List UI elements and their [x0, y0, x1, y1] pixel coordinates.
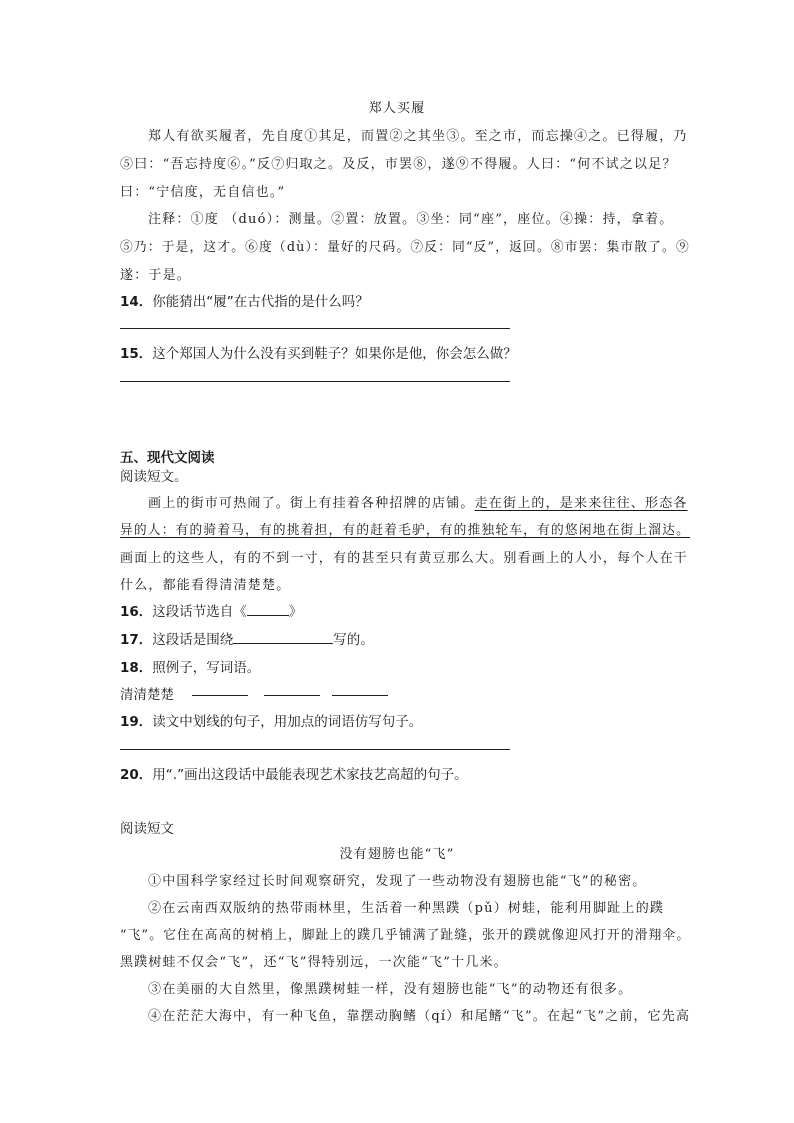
question-text: 你能猜出“履”在古代指的是什么吗？	[152, 294, 369, 310]
question-text: 照例子，写词语。	[152, 660, 261, 676]
question-text: 读文中划线的句子，用加点的词语仿写句子。	[152, 714, 423, 730]
question-14	[120, 290, 369, 310]
question-number: 18．	[120, 660, 153, 676]
notes-line: ⑤乃：于是，这才。⑥度（dù）：量好的尺码。⑦反：同“反”，返回。⑧市罢：集市散了。⑨	[120, 240, 690, 255]
question-17	[120, 628, 374, 648]
question-number: 17．	[120, 632, 153, 648]
question-number: 15．	[120, 346, 153, 362]
passage-line: ④在茫茫大海中，有一种飞鱼，靠摆动胸鳍（qí）和尾鳍“飞”。在起“飞”之前，它先高	[148, 1009, 691, 1024]
question-text: 》	[288, 604, 303, 620]
passage-line: 什么，都能看得清清楚楚。	[120, 578, 291, 593]
answer-line[interactable]	[120, 381, 510, 382]
question-18	[120, 656, 260, 676]
notes-line: 注释：①度 （duó）：测量。②置：放置。③坐：同“座”，座位。④操：持，拿着。	[148, 212, 674, 227]
answer-line[interactable]	[120, 749, 510, 750]
passage-text: 画上的街市可热闹了。街上有挂着各种招牌的店铺。	[148, 496, 475, 511]
answer-blank[interactable]	[264, 695, 320, 696]
passage-line: ③在美丽的大自然里，像黑蹼树蛙一样，没有翅膀也能“飞”的动物还有很多。	[148, 982, 633, 997]
answer-blank[interactable]	[192, 695, 248, 696]
passage-line: ⑤曰：“吾忘持度⑥。”反⑦归取之。及反，市罢⑧，遂⑨不得履。人曰：“何不试之以足？	[120, 157, 677, 172]
example-word: 清清楚楚	[120, 687, 174, 703]
question-number: 19．	[120, 714, 153, 730]
passage-line: 曰：“宁信度，无自信也。”	[120, 185, 286, 200]
answer-blank[interactable]	[247, 603, 289, 616]
passage-line	[148, 492, 688, 511]
passage-line: 黑蹼树蛙不仅会“飞”，还“飞”得特别远，一次能“飞”十几米。	[120, 955, 508, 970]
question-text: 这段话节选自《	[152, 604, 247, 620]
passage-line	[120, 519, 690, 538]
question-text: 这个郑国人为什么没有买到鞋子？如果你是他，你会怎么做？	[152, 346, 517, 362]
answer-blank[interactable]	[332, 695, 388, 696]
passage-title: 郑人买履	[368, 101, 426, 116]
underlined-sentence: 异的人：有的骑着马，有的挑着担，有的赶着毛驴，有的推独轮车，有的悠闲地在街上溜达。	[120, 523, 690, 538]
question-text: 写的。	[333, 632, 374, 648]
section-instruction: 阅读短文。	[120, 469, 188, 485]
section-title: 五、现代文阅读	[120, 450, 215, 466]
example-row	[120, 683, 174, 703]
question-16	[120, 600, 302, 620]
passage-line: 画面上的这些人，有的不到一寸，有的甚至只有黄豆那么大。别看画上的人小，每个人在干	[120, 551, 689, 566]
question-15	[120, 342, 517, 362]
notes-line: 遂：于是。	[120, 268, 192, 283]
passage-line: ①中国科学家经过长时间观察研究，发现了一些动物没有翅膀也能“飞”的秘密。	[148, 874, 647, 889]
question-text: 这段话是围绕	[152, 632, 234, 648]
question-20	[120, 763, 468, 783]
question-number: 16．	[120, 604, 153, 620]
question-number: 14．	[120, 294, 153, 310]
passage-line: 郑人有欲买履者，先自度①其足，而置②之其坐③。至之市，而忘操④之。已得履，乃	[148, 129, 688, 144]
question-text: 用“.”画出这段话中最能表现艺术家技艺高超的句子。	[152, 767, 468, 783]
passage-title: 没有翅膀也能“飞”	[339, 847, 455, 862]
question-19	[120, 710, 422, 730]
underlined-sentence: 走在街上的，是来来往往、形态各	[474, 496, 688, 511]
question-number: 20．	[120, 767, 153, 783]
answer-line[interactable]	[120, 328, 510, 329]
passage-line: “飞”。它住在高高的树梢上，脚趾上的蹼几乎铺满了趾缝，张开的蹼就像迎风打开的滑翔伞。	[120, 928, 691, 943]
passage-line: ②在云南西双版纳的热带雨林里，生活着一种黑蹼（pǔ）树蛙，能利用脚趾上的蹼	[148, 901, 665, 916]
answer-blank[interactable]	[233, 631, 333, 644]
reading-instruction: 阅读短文	[120, 821, 174, 837]
